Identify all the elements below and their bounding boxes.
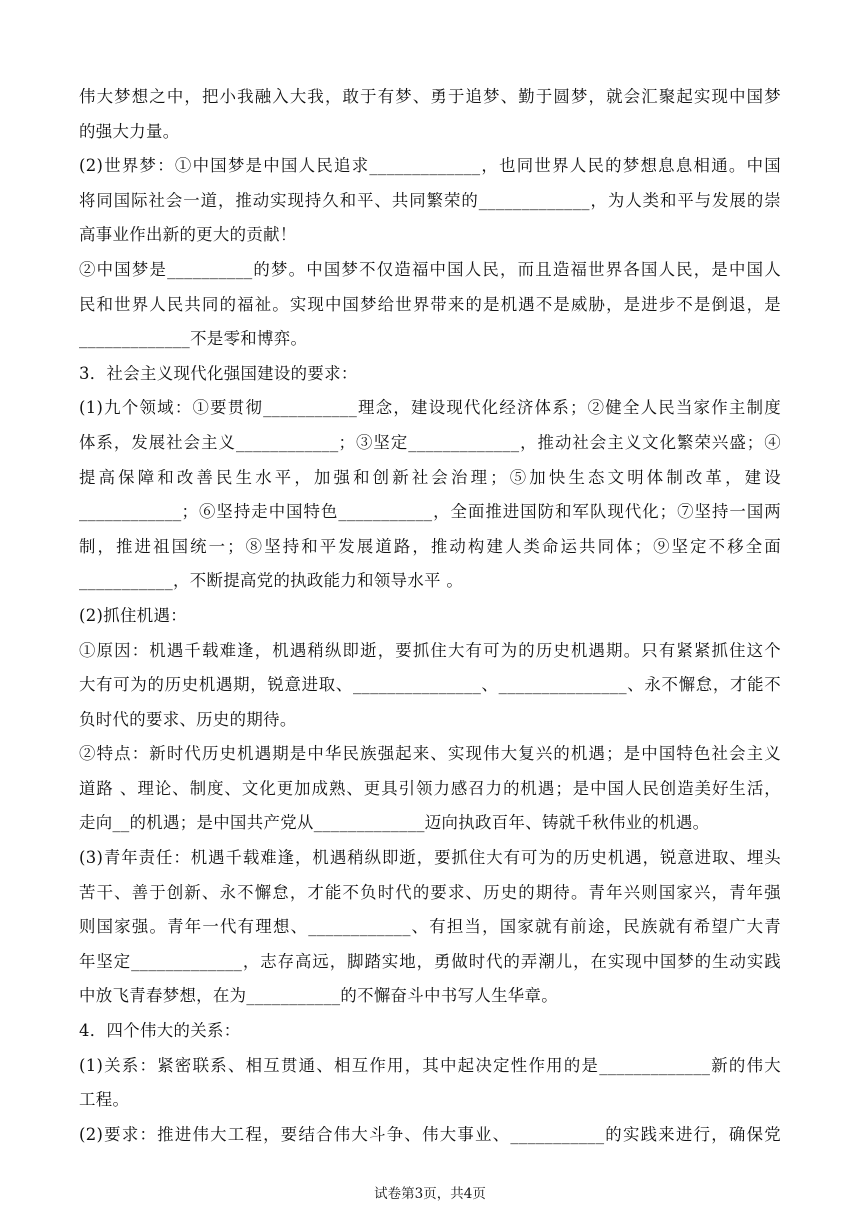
text-line: ___________，不断提高党的执政能力和领导水平 。 <box>79 571 464 591</box>
text-line: 制，推进祖国统一；⑧坚持和平发展道路，推动构建人类命运共同体；⑨坚定不移全面 <box>79 536 781 556</box>
text-line: 年坚定_____________，志存高远，脚踏实地，勇做时代的弄潮儿，在实现中国梦的生动实践 <box>79 951 781 971</box>
text-line: (3)青年责任：机遇千载难逢，机遇稍纵即逝，要抓住大有可为的历史机遇，锐意进取、埋头 <box>79 848 781 868</box>
text-line: 道路 、理论、制度、文化更加成熟、更具引领力感召力的机遇；是中国人民创造美好生活， <box>79 778 781 798</box>
text-line: 负时代的要求、历史的期待。 <box>79 709 297 729</box>
text-line: 民和世界人民共同的福祉。实现中国梦给世界带来的是机遇不是威胁，是进步不是倒退，是 <box>79 294 781 314</box>
text-line: 苦干、善于创新、永不懈怠，才能不负时代的要求、历史的期待。青年兴则国家兴，青年强 <box>79 882 781 902</box>
section-heading: 4．四个伟大的关系： <box>79 1021 241 1041</box>
page-number-footer: 试卷第3页，共4页 <box>374 1186 486 1202</box>
text-line: 工程。 <box>79 1090 130 1110</box>
text-line: ____________；⑥坚持走中国特色___________，全面推进国防和军队现代化；⑦坚持一国两 <box>79 502 781 522</box>
page-body <box>79 80 781 1152</box>
text-line: 大有可为的历史机遇期，锐意进取、_______________、_______________、永不懈怠，才能不 <box>79 675 781 695</box>
text-line: 提高保障和改善民生水平，加强和创新社会治理；⑤加快生态文明体制改革，建设 <box>79 467 781 487</box>
text-line: (1)九个领域：①要贯彻___________理念，建设现代化经济体系；②健全人民当家作主制度 <box>79 398 781 418</box>
subsection-heading: (2)抓住机遇： <box>79 605 187 625</box>
text-line: 高事业作出新的更大的贡献！ <box>79 225 297 245</box>
text-line: 体系，发展社会主义____________；③坚定_____________，推动社会主义文化繁荣兴盛；④ <box>79 432 781 452</box>
text-line: _____________不是零和博弈。 <box>79 329 308 349</box>
text-line: (2)世界梦：①中国梦是中国人民追求_____________，也同世界人民的梦想息息相通。中国 <box>79 156 781 176</box>
text-line: ①原因：机遇千载难逢，机遇稍纵即逝，要抓住大有可为的历史机遇期。只有紧紧抓住这个 <box>79 640 781 660</box>
text-line: (2)要求：推进伟大工程，要结合伟大斗争、伟大事业、___________的实践来进行，确保党 <box>79 1124 781 1144</box>
section-heading: 3．社会主义现代化强国建设的要求： <box>79 363 358 383</box>
text-line: 将同国际社会一道，推动实现持久和平、共同繁荣的_____________，为人类和平与发展的崇 <box>79 190 781 210</box>
text-line: 走向__的机遇；是中国共产党从_____________迈向执政百年、铸就千秋伟业的机遇。 <box>79 813 710 833</box>
text-line: 的强大力量。 <box>79 121 180 141</box>
text-line: 中放飞青春梦想，在为___________的不懈奋斗中书写人生华章。 <box>79 986 559 1006</box>
text-line: ②特点：新时代历史机遇期是中华民族强起来、实现伟大复兴的机遇；是中国特色社会主义 <box>79 744 781 764</box>
text-line: (1)关系：紧密联系、相互贯通、相互作用，其中起决定性作用的是_____________新的伟大 <box>79 1055 781 1075</box>
text-line: 则国家强。青年一代有理想、____________、有担当，国家就有前途，民族就有希望广大青 <box>79 917 781 937</box>
text-line: 伟大梦想之中，把小我融入大我，敢于有梦、勇于追梦、勤于圆梦，就会汇聚起实现中国梦 <box>79 87 781 106</box>
text-line: ②中国梦是__________的梦。中国梦不仅造福中国人民，而且造福世界各国人民，是中国人 <box>79 259 781 279</box>
